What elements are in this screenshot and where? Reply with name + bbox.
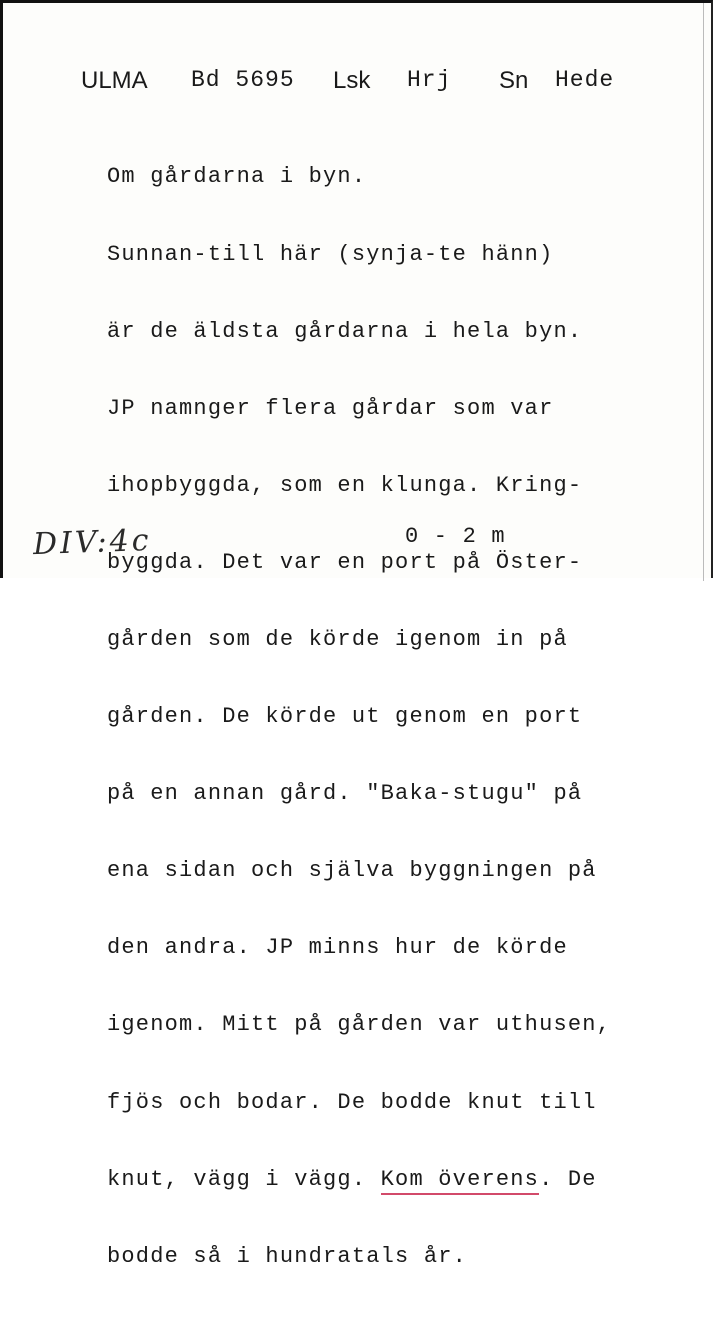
archive-code: ULMA <box>81 67 148 94</box>
text-line-with-underline <box>107 1167 707 1193</box>
text-line: är de äldsta gårdarna i hela byn. <box>107 318 583 344</box>
text-line: bodde så i hundratals år. <box>107 1243 468 1269</box>
handwritten-classification: DIV:4c <box>32 522 153 563</box>
text-line: fjös och bodar. De bodde knut till <box>107 1089 597 1115</box>
text-line: Om gårdarna i byn. <box>107 164 367 190</box>
text-line: gården. De körde ut genom en port <box>107 704 583 730</box>
text-line: gården som de körde igenom in på <box>107 626 568 652</box>
lsk-label: Lsk <box>333 67 371 94</box>
text-line: Sunnan-till här (synja-te hänn) <box>107 241 554 267</box>
text-line: ena sidan och själva byggningen på <box>107 858 597 884</box>
text-line: den andra. JP minns hur de körde <box>107 935 568 961</box>
text-line: JP namnger flera gårdar som var <box>107 395 554 421</box>
card-body-text <box>107 113 707 1321</box>
record-number: Bd 5695 <box>191 67 295 93</box>
sn-label: Sn <box>499 67 529 94</box>
text-line: byggda. Det var en port på Öster- <box>107 549 583 575</box>
text-line: ihopbyggda, som en klunga. Kring- <box>107 472 583 498</box>
text-line: på en annan gård. "Baka-stugu" på <box>107 781 583 807</box>
distance-range: 0 - 2 m <box>405 524 506 549</box>
underlined-phrase: Kom överens <box>381 1167 539 1195</box>
text-line: igenom. Mitt på gården var uthusen, <box>107 1012 612 1038</box>
text-fragment: knut, vägg i vägg. <box>107 1166 381 1192</box>
text-fragment: . De <box>539 1166 597 1192</box>
card-header <box>3 67 716 103</box>
place-name: Hede <box>555 67 615 93</box>
hrj-label: Hrj <box>407 67 452 93</box>
